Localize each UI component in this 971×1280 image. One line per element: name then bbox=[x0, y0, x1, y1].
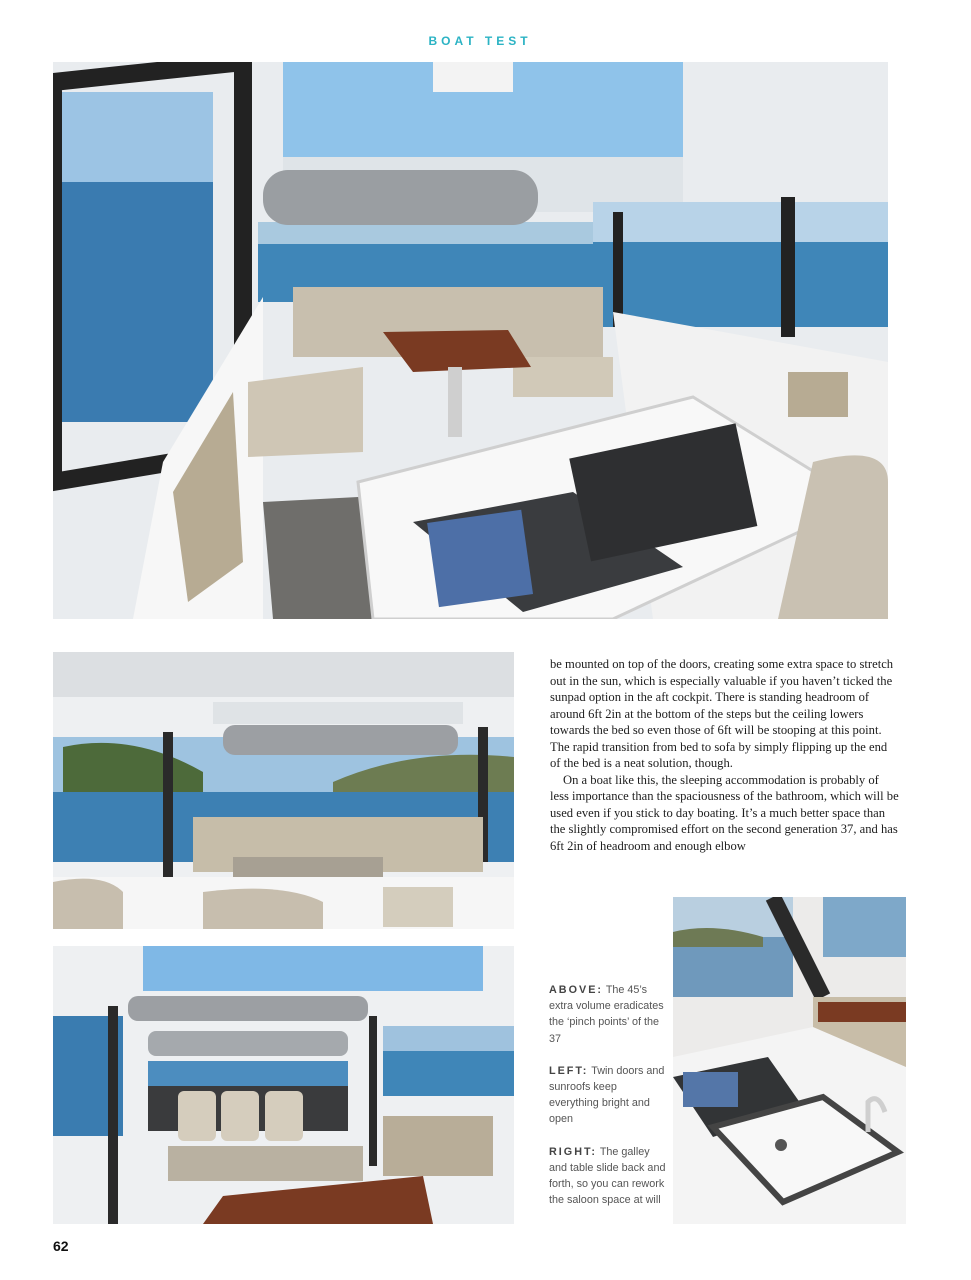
body-paragraph: On a boat like this, the sleeping accommodation is probably of less importance than the spaciousness of the bathroom, which will be used even if you stick to day boating. It’s a much better space than the slightly compromised effort on the second generation 37, and has 6ft 2in of headroom and enough elbow bbox=[550, 772, 899, 853]
saloon-interior-galley-photo bbox=[53, 62, 888, 619]
caption-label: RIGHT: bbox=[549, 1145, 597, 1158]
saloon-seating-photo bbox=[53, 652, 514, 929]
caption-label: ABOVE: bbox=[549, 984, 603, 996]
body-paragraph: be mounted on top of the doors, creating some extra space to stretch out in the sun, which is especially valuable if you haven’t ticked the sunpad option in the aft cockpit. There is standing headroom of around 6ft 2in at the bottom of the steps but the ceiling lowers towards the bed so even those of 6ft will be stooping at this point. The rapid transition from bed to sofa by simply flipping up the end of the bed is a neat solution, though. bbox=[550, 657, 894, 770]
caption-text: Twin doors and sunroofs keep everything bright and open bbox=[549, 1064, 665, 1126]
caption-left bbox=[549, 1063, 667, 1128]
galley-sink-photo bbox=[673, 897, 906, 1224]
caption-text: The galley and table slide back and forth, so you can rework the saloon space at will bbox=[549, 1145, 666, 1207]
page-number: 62 bbox=[53, 1238, 69, 1254]
helm-view-photo bbox=[53, 946, 514, 1224]
caption-right bbox=[549, 1144, 667, 1209]
section-header: BOAT TEST bbox=[428, 34, 532, 48]
caption-text: The 45’s extra volume eradicates the ‘pinch points’ of the 37 bbox=[549, 984, 664, 1045]
caption-label: LEFT: bbox=[549, 1064, 589, 1077]
article-body bbox=[550, 656, 900, 854]
caption-above bbox=[549, 982, 667, 1047]
photo-captions bbox=[549, 982, 667, 1224]
